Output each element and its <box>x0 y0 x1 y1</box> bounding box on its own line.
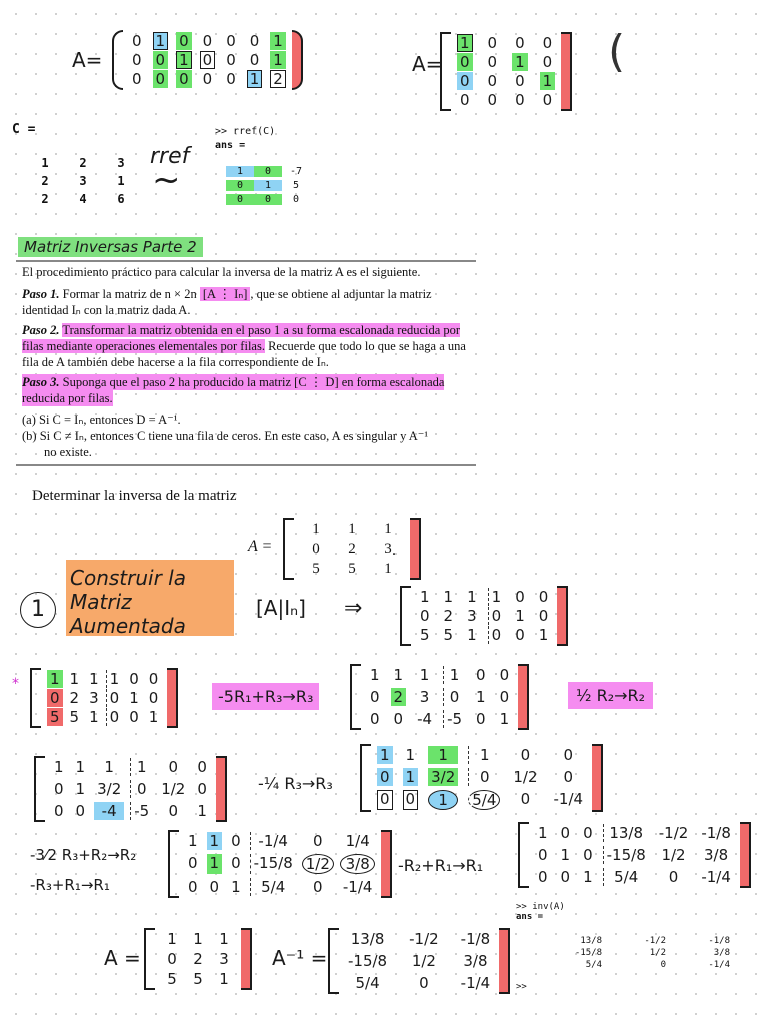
octave-c-cell: 4 <box>79 192 87 206</box>
step-a-cell: 1 <box>106 670 123 688</box>
final-a-cell: 2 <box>193 950 203 968</box>
step-c-cell: 1 <box>54 758 64 776</box>
final-a-cell: 1 <box>193 930 203 948</box>
step-d-cell: 0 <box>377 768 393 786</box>
step-f-cell: 0 <box>560 868 571 886</box>
step-f-cell: 5/4 <box>603 868 649 886</box>
step-b-cell: 1 <box>393 666 404 684</box>
augmented-cell: 0 <box>488 607 505 625</box>
step-e-cell: 0 <box>313 832 323 850</box>
step-d-cell: 1 <box>428 790 458 810</box>
echelon-1-cell: 1 <box>270 51 286 69</box>
augmented-cell: 0 <box>488 626 505 644</box>
step-f-cell: 1 <box>538 824 548 842</box>
octave-rref-cell: 5 <box>292 180 300 191</box>
octave-prompt: >> <box>516 982 527 992</box>
step-a-cell: 1 <box>47 670 63 688</box>
step-c-cell: 0 <box>168 758 179 776</box>
step-d-cell: 1 <box>428 746 458 764</box>
augmented-cell: 0 <box>515 626 525 644</box>
final-inverse-cell: 13/8 <box>350 930 385 948</box>
octave-inv-cell: -15/8 <box>574 948 602 958</box>
augmented-matrix-grid <box>411 586 557 646</box>
step-f-cell: -15/8 <box>603 846 649 864</box>
step-e-cell: 0 <box>313 878 323 896</box>
row-op-4a: -3⁄2 R₃+R₂→R₂ <box>30 846 137 864</box>
matrix-a-label: A= <box>72 48 103 72</box>
final-a-matrix-grid <box>155 928 241 990</box>
step-c-cell: 0 <box>168 802 179 820</box>
augmented-cell: 1 <box>538 626 549 644</box>
pivot-star: * <box>12 676 19 692</box>
step-c-cell: 0 <box>197 758 207 776</box>
echelon-1-cell: 0 <box>249 32 260 50</box>
step-f-cell: 0 <box>668 868 679 886</box>
final-inverse-cell: 0 <box>419 974 429 992</box>
matrix-step-e <box>168 830 392 898</box>
final-inverse-cell: 5/4 <box>355 974 380 992</box>
augmented-cell: 0 <box>538 588 549 606</box>
step-b-cell: 0 <box>370 688 380 706</box>
echelon-1-cell: 0 <box>202 70 213 88</box>
row-op-4b: -R₃+R₁→R₁ <box>30 876 110 894</box>
octave-rref-result <box>226 166 310 205</box>
step-d-cell: 1 <box>405 746 416 764</box>
echelon-2-cell: 0 <box>457 53 473 71</box>
step-e-cell: 1 <box>188 832 198 850</box>
echelon-2-cell: 0 <box>542 53 553 71</box>
problem-period: . <box>392 542 396 559</box>
augmented-cell: 2 <box>443 607 454 625</box>
augmented-cell: 1 <box>420 588 430 606</box>
matrix-step-a <box>30 668 178 728</box>
octave-inv-cell: -1/2 <box>644 936 666 946</box>
step-e-cell: 1/2 <box>302 854 334 874</box>
step-f-cell: 3/8 <box>704 846 729 864</box>
problem-a-label: A = <box>248 538 273 555</box>
step-f-cell: -1/8 <box>701 824 731 842</box>
final-a-cell: 3 <box>219 950 229 968</box>
augmented-cell: 0 <box>538 607 549 625</box>
augmented-cell: 0 <box>420 607 430 625</box>
octave-rref-cell: 1 <box>226 166 254 177</box>
echelon-1-cell: 1 <box>153 32 169 50</box>
echelon-1-cell: 0 <box>200 51 216 69</box>
paso-1-label: Paso 1. <box>22 287 60 301</box>
matrix-step-f-grid <box>529 822 740 888</box>
octave-inv-cell: 3/8 <box>713 948 730 958</box>
step-e-cell: 1 <box>231 878 241 896</box>
echelon-2-cell: 0 <box>515 34 525 52</box>
step-c-cell: 0 <box>130 780 152 798</box>
paso-2-label: Paso 2. <box>22 323 60 337</box>
echelon-2-cell: 0 <box>487 91 498 109</box>
step-b-cell: 2 <box>391 688 407 706</box>
rref-handwritten-note: rref <box>150 144 190 169</box>
octave-c-cell: 6 <box>117 192 125 206</box>
step-f-cell: 1 <box>583 868 593 886</box>
step-f-cell: 1 <box>560 846 571 864</box>
item-b-line1: (b) Si C ≠ Iₙ, entonces C tiene una fila de ceros. En este caso, A es singular y A⁻¹ <box>22 429 429 443</box>
problem-cell: 5 <box>312 561 320 577</box>
step-c-cell: 3/2 <box>97 780 122 798</box>
final-inverse-cell: -1/4 <box>460 974 491 992</box>
augmented-cell: 1 <box>443 588 454 606</box>
final-inverse-cell: 1/2 <box>411 952 436 970</box>
step-f-cell: -1/4 <box>701 868 731 886</box>
echelon-2-cell: 1 <box>457 34 473 52</box>
open-paren: ( <box>608 26 626 77</box>
octave-rref-cell: 0 <box>226 180 254 191</box>
step-b-cell: 1 <box>370 666 380 684</box>
step-c-cell: 0 <box>75 802 86 820</box>
paso-1 <box>22 286 477 318</box>
step-a-cell: 3 <box>89 689 99 707</box>
paso-1-text-a: Formar la matriz de n × 2n <box>62 287 197 301</box>
step-b-cell: -5 <box>443 710 465 728</box>
octave-c-cell: 1 <box>41 156 49 170</box>
final-a-cell: 1 <box>167 930 177 948</box>
paso-2-rest: Recuerde que todo lo que se haga a una fila de A también debe hacerse a la fila correspondiente de Iₙ. <box>22 339 466 369</box>
matrix-step-c-grid <box>45 756 216 822</box>
octave-inv-cell: 5/4 <box>585 960 602 970</box>
step-f-cell: 0 <box>583 846 593 864</box>
final-a-cell: 5 <box>167 970 177 988</box>
step-a-cell: 0 <box>47 689 63 707</box>
step-b-cell: 1 <box>443 666 465 684</box>
matrix-step-e-grid <box>179 830 381 898</box>
step-f-cell: 0 <box>538 868 548 886</box>
section-title: Matriz Inversas Parte 2 <box>18 237 203 257</box>
step-b-cell: 0 <box>443 688 465 706</box>
octave-c-cell: 2 <box>41 174 49 188</box>
step-a-cell: 1 <box>89 670 99 688</box>
matrix-step-c <box>34 756 227 822</box>
step-c-cell: 1 <box>104 758 114 776</box>
octave-c-cell: 1 <box>117 174 125 188</box>
step-f-cell: 0 <box>560 824 571 842</box>
octave-c-label: C = <box>12 122 36 137</box>
problem-cell: 2 <box>348 541 356 557</box>
problem-cell: 3 <box>384 541 392 557</box>
echelon-2-cell: 0 <box>542 34 553 52</box>
final-inverse-label: A⁻¹ = <box>272 946 328 970</box>
step-number-1: 1 <box>20 592 56 628</box>
echelon-1-cell: 0 <box>202 32 213 50</box>
octave-rref-cell: 0 <box>254 194 282 205</box>
final-a-matrix <box>144 928 252 990</box>
problem-cell: 1 <box>312 521 320 537</box>
step-a-cell: 5 <box>47 708 63 726</box>
final-inverse-matrix-grid <box>339 928 499 994</box>
final-inverse-cell: -1/2 <box>409 930 439 948</box>
section-rule-top <box>16 260 476 262</box>
echelon-2-cell: 0 <box>487 53 498 71</box>
step-c-cell: 1/2 <box>161 780 186 798</box>
final-inverse-cell: -1/8 <box>460 930 491 948</box>
step-d-cell: 5/4 <box>468 790 500 810</box>
step-b-cell: 0 <box>393 710 404 728</box>
echelon-2-cell: 0 <box>515 91 525 109</box>
final-inverse-cell: 3/8 <box>463 952 488 970</box>
echelon-1-cell: 2 <box>270 70 286 88</box>
step-f-cell: 1/2 <box>661 846 686 864</box>
step-c-cell: 0 <box>54 780 64 798</box>
echelon-1-cell: 0 <box>132 70 142 88</box>
step-c-cell: 1 <box>75 780 86 798</box>
echelon-2-cell: 0 <box>457 72 473 90</box>
octave-rref-cell: 0 <box>292 194 300 205</box>
step-c-cell: -5 <box>130 802 152 820</box>
item-a: (a) Si C = Iₙ, entonces D = A⁻¹. <box>22 413 181 427</box>
echelon-2-cell: 0 <box>487 72 498 90</box>
octave-inv-cell: -1/4 <box>708 960 730 970</box>
step1-arrow: ⇒ <box>344 596 363 621</box>
matrix-step-b-grid <box>361 664 518 730</box>
echelon-1-cell: 0 <box>176 70 192 88</box>
echelon-2-cell: 0 <box>542 91 553 109</box>
problem-heading: Determinar la inversa de la matriz <box>32 488 237 504</box>
paso-3-label: Paso 3. <box>22 375 60 389</box>
step-d-cell: 1 <box>377 746 393 764</box>
step-a-cell: 1 <box>129 689 139 707</box>
row-op-1: -5R₁+R₃→R₃ <box>212 683 319 710</box>
echelon-1-cell: 0 <box>226 51 236 69</box>
step-b-cell: 1 <box>476 688 486 706</box>
matrix-step-a-grid <box>41 668 167 728</box>
step-d-cell: 0 <box>563 768 574 786</box>
octave-c-cell: 3 <box>79 174 87 188</box>
problem-cell: 1 <box>348 521 356 537</box>
step-a-cell: 0 <box>129 670 139 688</box>
echelon-1-cell: 1 <box>270 32 286 50</box>
step-d-cell: 0 <box>468 768 500 786</box>
paso-3-text: Suponga que el paso 2 ha producido la matriz [C ⋮ D] en forma escalonada reducida por filas. <box>22 375 445 405</box>
octave-inv-command: >> inv(A) <box>516 902 565 912</box>
section-rule-bottom <box>16 464 476 466</box>
echelon-1-cell: 0 <box>176 32 192 50</box>
step-e-cell: 5/4 <box>250 878 296 896</box>
paso-2-highlight: Transformar la matriz obtenida en el paso 1 a su forma escalonada reducida por filas mediante operaciones elementales por filas. <box>22 323 461 353</box>
step-e-cell: -15/8 <box>250 854 296 874</box>
step1-augmented-notation: [A|Iₙ] <box>256 596 306 620</box>
step-f-cell: 13/8 <box>603 824 649 842</box>
final-a-cell: 5 <box>193 970 203 988</box>
step-d-cell: 1/2 <box>513 768 538 786</box>
augmented-cell: 1 <box>488 588 505 606</box>
echelon-1-cell: 0 <box>153 51 169 69</box>
echelon-2-cell: 0 <box>515 72 525 90</box>
step-d-cell: 0 <box>520 746 531 764</box>
step-a-cell: 0 <box>106 708 123 726</box>
final-a-cell: 1 <box>219 930 229 948</box>
step-b-cell: 3 <box>419 688 430 706</box>
augmented-matrix <box>400 586 568 646</box>
step-b-cell: 0 <box>476 666 486 684</box>
step-a-cell: 0 <box>148 670 159 688</box>
final-inverse-matrix <box>328 928 510 994</box>
step-b-cell: 0 <box>476 710 486 728</box>
step-d-cell: 0 <box>377 790 393 810</box>
step-c-cell: 0 <box>54 802 64 820</box>
augmented-cell: 5 <box>420 626 430 644</box>
paso-1-matrix: [A ⋮ Iₙ] <box>200 287 251 301</box>
octave-inv-cell: 13/8 <box>580 936 602 946</box>
step-b-cell: 0 <box>499 666 510 684</box>
octave-rref-cell: 0 <box>226 194 254 205</box>
echelon-1-cell: 1 <box>176 51 192 69</box>
augmented-cell: 1 <box>515 607 525 625</box>
step-a-cell: 0 <box>106 689 123 707</box>
step1-title-line1: Construir la <box>70 566 186 590</box>
step-b-cell: -4 <box>417 710 433 728</box>
paso-3 <box>22 374 477 406</box>
step-b-cell: 0 <box>499 688 510 706</box>
step-c-cell: 1 <box>75 758 86 776</box>
octave-inv-cell: -1/8 <box>708 936 730 946</box>
echelon-1-cell: 0 <box>226 32 236 50</box>
step-e-cell: 0 <box>209 878 220 896</box>
octave-inv-ans-label: ans = <box>516 912 544 922</box>
row-op-3: -¼ R₃→R₃ <box>258 774 333 793</box>
echelon-2-cell: 1 <box>512 53 528 71</box>
step-f-cell: 0 <box>538 846 548 864</box>
step-e-cell: 1 <box>207 854 223 874</box>
step-b-cell: 1 <box>499 710 510 728</box>
final-a-label: A = <box>104 946 141 970</box>
matrix-step-f <box>518 822 751 888</box>
octave-inv-cell: 1/2 <box>649 948 666 958</box>
step-b-cell: 1 <box>419 666 430 684</box>
problem-cell: 1 <box>384 521 392 537</box>
step-e-cell: -1/4 <box>250 832 296 850</box>
step-d-cell: 0 <box>403 790 419 810</box>
octave-ans-label: ans = <box>215 140 246 151</box>
row-op-5: -R₂+R₁→R₁ <box>398 856 484 875</box>
step-d-cell: 1 <box>468 746 500 764</box>
augmented-cell: 3 <box>467 607 477 625</box>
step1-title-line2: Matriz Aumentada <box>70 590 186 638</box>
echelon-1-cell: 0 <box>249 51 260 69</box>
step-b-cell: 0 <box>370 710 380 728</box>
matrix-echelon-2 <box>440 32 572 111</box>
problem-cell: 0 <box>312 541 320 557</box>
step-e-cell: 0 <box>231 854 241 872</box>
octave-inv-result <box>538 936 730 970</box>
augmented-cell: 0 <box>515 588 525 606</box>
octave-inv-cell: 0 <box>660 960 666 970</box>
step-d-cell: 1 <box>403 768 419 786</box>
step-a-cell: 5 <box>69 708 80 726</box>
final-a-cell: 1 <box>219 970 229 988</box>
step-c-cell: 1 <box>197 802 207 820</box>
step-e-cell: 3/8 <box>340 854 376 874</box>
problem-matrix <box>283 518 421 580</box>
augmented-cell: 1 <box>467 588 477 606</box>
final-inverse-cell: -15/8 <box>348 952 388 970</box>
matrix-echelon-1 <box>112 30 303 90</box>
step-a-cell: 0 <box>148 689 159 707</box>
step-e-cell: 0 <box>188 854 198 872</box>
octave-c-cell: 2 <box>79 156 87 170</box>
echelon-1-cell: 0 <box>132 32 142 50</box>
problem-cell: 1 <box>384 561 392 577</box>
augmented-cell: 1 <box>467 626 477 644</box>
problem-cell: 5 <box>348 561 356 577</box>
echelon-2-cell: 0 <box>487 34 498 52</box>
octave-c-cell: 2 <box>41 192 49 206</box>
matrix-echelon-1-grid <box>123 30 292 90</box>
step-d-cell: 3/2 <box>428 768 458 786</box>
octave-rref-command: >> rref(C) <box>215 126 276 137</box>
echelon-1-cell: 0 <box>132 51 142 69</box>
echelon-2-cell: 1 <box>540 72 556 90</box>
step-a-cell: 2 <box>69 689 80 707</box>
final-a-cell: 0 <box>167 950 177 968</box>
row-op-2: ½ R₂→R₂ <box>568 682 653 709</box>
step-c-cell: 0 <box>197 780 207 798</box>
item-b-line2: no existe. <box>44 445 92 459</box>
octave-c-cell: 3 <box>117 156 125 170</box>
step-a-cell: 1 <box>69 670 80 688</box>
step-c-cell: 1 <box>130 758 152 776</box>
step-a-cell: 1 <box>89 708 99 726</box>
echelon-1-cell: 1 <box>247 70 263 88</box>
step-e-cell: 0 <box>231 832 241 850</box>
octave-rref-cell: -7 <box>289 166 303 177</box>
augmented-cell: 5 <box>443 626 454 644</box>
step-e-cell: 0 <box>188 878 198 896</box>
matrix-step-d-grid <box>371 744 592 812</box>
step-a-cell: 1 <box>148 708 159 726</box>
section-intro: El procedimiento práctico para calcular la inversa de la matriz A es el siguiente. <box>22 265 421 279</box>
step-e-cell: 1/4 <box>345 832 370 850</box>
matrix-step-d <box>360 744 603 812</box>
step-d-cell: -1/4 <box>553 790 584 808</box>
step1-title <box>66 560 234 636</box>
paso-1-text-b: , que se obtiene al adjuntar la matriz identidad Iₙ con la matriz dada A. <box>22 287 432 317</box>
octave-rref-cell: 0 <box>254 166 282 177</box>
matrix-step-b <box>350 664 529 730</box>
step-d-cell: 0 <box>520 790 531 808</box>
matrix-a2-label: A= <box>412 52 443 76</box>
step-d-cell: 0 <box>563 746 574 764</box>
step-c-cell: -4 <box>94 802 124 820</box>
paso-2 <box>22 322 477 370</box>
matrix-echelon-2-grid <box>451 32 561 111</box>
step-e-cell: 1 <box>207 832 223 850</box>
octave-c-matrix <box>26 156 140 206</box>
step-f-cell: 0 <box>583 824 593 842</box>
octave-rref-cell: 1 <box>254 180 282 191</box>
echelon-1-cell: 0 <box>226 70 236 88</box>
step-f-cell: -1/2 <box>658 824 689 842</box>
echelon-2-cell: 0 <box>460 91 470 109</box>
step-e-cell: -1/4 <box>342 878 373 896</box>
step-a-cell: 0 <box>129 708 139 726</box>
tilde-symbol: ~ <box>152 160 181 200</box>
echelon-1-cell: 0 <box>153 70 169 88</box>
